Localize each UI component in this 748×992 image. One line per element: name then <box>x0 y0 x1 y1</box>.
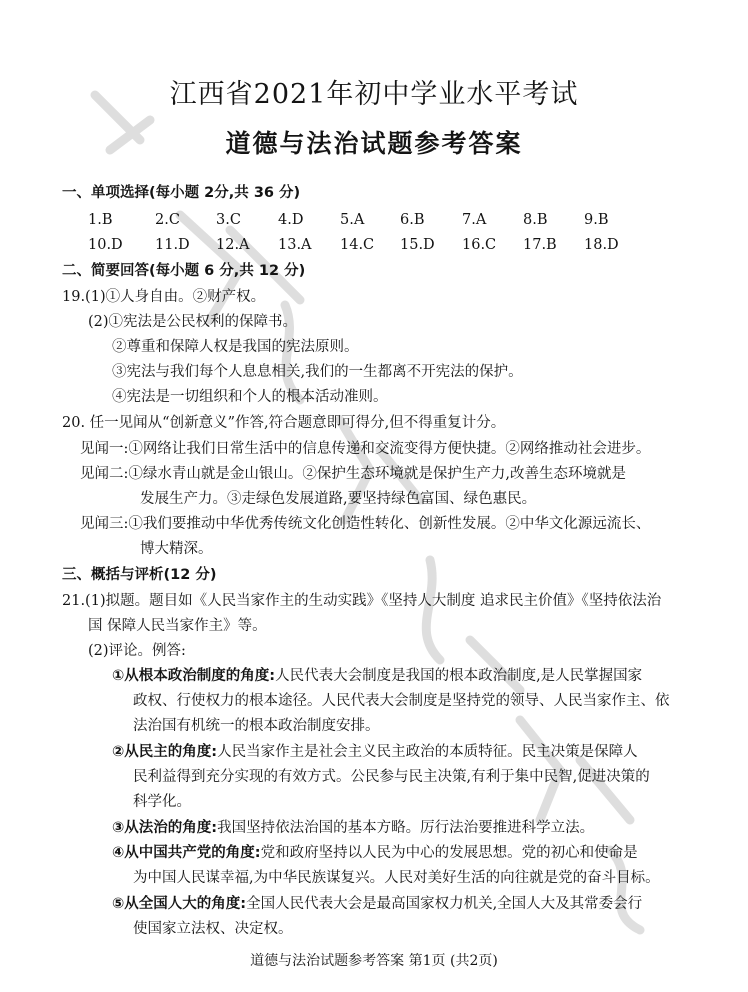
page-footer: 道德与法治试题参考答案 第1页 (共2页) <box>250 953 498 969</box>
answer-item: 1.B <box>88 212 113 228</box>
q21-point1-text: 人民代表大会制度是我国的根本政治制度,是人民掌握国家 <box>275 668 643 684</box>
q20-jianwen2-line1: 见闻二:①绿水青山就是金山银山。②保护生态环境就是保护生产力,改善生态环境就是 <box>80 466 626 482</box>
answer-item: 4.D <box>278 212 304 228</box>
page-title: 江西省2021年初中学业水平考试 <box>169 79 579 110</box>
section-2-heading: 二、简要回答(每小题 6 分,共 12 分) <box>62 263 306 279</box>
answer-item: 18.D <box>584 237 619 253</box>
q20-jianwen1: 见闻一:①网络让我们日常生活中的信息传递和交流变得方便快捷。②网络推动社会进步。 <box>80 441 651 457</box>
q21-point5-text: 全国人民代表大会是最高国家权力机关,全国人大及其常委会行 <box>246 896 643 912</box>
answer-item: 7.A <box>462 212 487 228</box>
q21-point5-line1 <box>112 894 642 914</box>
q21-point3-text: 我国坚持依法治国的基本方略。厉行法治要推进科学立法。 <box>217 820 595 836</box>
answer-item: 5.A <box>340 212 365 228</box>
q21-point2-label: ②从民主的角度: <box>112 744 218 760</box>
q21-point4-line1 <box>112 843 638 863</box>
q19-part2-line2: ②尊重和保障人权是我国的宪法原则。 <box>112 339 359 355</box>
answer-item: 12.A <box>216 237 250 253</box>
answer-item: 15.D <box>400 237 435 253</box>
q21-point4-line2: 为中国人民谋幸福,为中华民族谋复兴。人民对美好生活的向往就是党的奋斗目标。 <box>133 870 660 886</box>
q21-point3-line1 <box>112 818 594 838</box>
q21-point2-line2: 民利益得到充分实现的有效方式。公民参与民主决策,有利于集中民智,促进决策的 <box>133 769 650 785</box>
q21-point2-line3: 科学化。 <box>133 794 191 810</box>
q21-part1-line2: 国 保障人民当家作主》等。 <box>88 618 267 634</box>
q21-point4-text: 党和政府坚持以人民为中心的发展思想。党的初心和使命是 <box>260 845 638 861</box>
page-subtitle: 道德与法治试题参考答案 <box>225 129 523 158</box>
q21-point1-line1 <box>112 666 642 686</box>
q21-point1-line2: 政权、行使权力的根本途径。人民代表大会制度是坚持党的领导、人民当家作主、依 <box>133 693 670 709</box>
answer-item: 3.C <box>216 212 241 228</box>
answer-item: 11.D <box>155 237 190 253</box>
q21-point5-line2: 使国家立法权、决定权。 <box>133 921 293 937</box>
q19-part2-line3: ③宪法与我们每个人息息相关,我们的一生都离不开宪法的保护。 <box>112 364 523 380</box>
answer-item: 16.C <box>462 237 497 253</box>
q21-point5-label: ⑤从全国人大的角度: <box>112 896 247 912</box>
q21-point1-line3: 法治国有机统一的根本政治制度安排。 <box>133 718 380 734</box>
section-3-heading: 三、概括与评析(12 分) <box>62 567 217 583</box>
answer-item: 17.B <box>523 237 557 253</box>
q21-point4-label: ④从中国共产党的角度: <box>112 845 261 861</box>
answer-item: 10.D <box>88 237 123 253</box>
q21-point1-label: ①从根本政治制度的角度: <box>112 668 276 684</box>
answer-item: 8.B <box>523 212 548 228</box>
answer-item: 14.C <box>340 237 375 253</box>
answer-item: 2.C <box>155 212 180 228</box>
answer-item: 6.B <box>400 212 425 228</box>
q20-instruction: 20. 任一见闻从“创新意义”作答,符合题意即可得分,但不得重复计分。 <box>62 415 506 431</box>
q19-part2-line4: ④宪法是一切组织和个人的根本活动准则。 <box>112 389 388 405</box>
q20-jianwen3-line2: 博大精深。 <box>140 541 213 557</box>
section-1-heading: 一、单项选择(每小题 2分,共 36 分) <box>62 185 301 201</box>
q21-point3-label: ③从法治的角度: <box>112 820 218 836</box>
q21-point2-text: 人民当家作主是社会主义民主政治的本质特征。民主决策是保障人 <box>217 744 638 760</box>
q19-part2-line1: (2)①宪法是公民权利的保障书。 <box>88 314 298 330</box>
q20-jianwen2-line2: 发展生产力。③走绿色发展道路,要坚持绿色富国、绿色惠民。 <box>140 491 537 507</box>
q21-part1-line1: 21.(1)拟题。题目如《人民当家作主的生动实践》《坚持人大制度 追求民主价值》《坚持依法治 <box>62 593 662 609</box>
q19-part1: 19.(1)①人身自由。②财产权。 <box>62 289 266 305</box>
q21-part2-heading: (2)评论。例答: <box>88 643 186 659</box>
answer-item: 13.A <box>278 237 312 253</box>
q20-jianwen3-line1: 见闻三:①我们要推动中华优秀传统文化创造性转化、创新性发展。②中华文化源远流长、 <box>80 516 651 532</box>
q21-point2-line1 <box>112 742 638 762</box>
answer-item: 9.B <box>584 212 609 228</box>
